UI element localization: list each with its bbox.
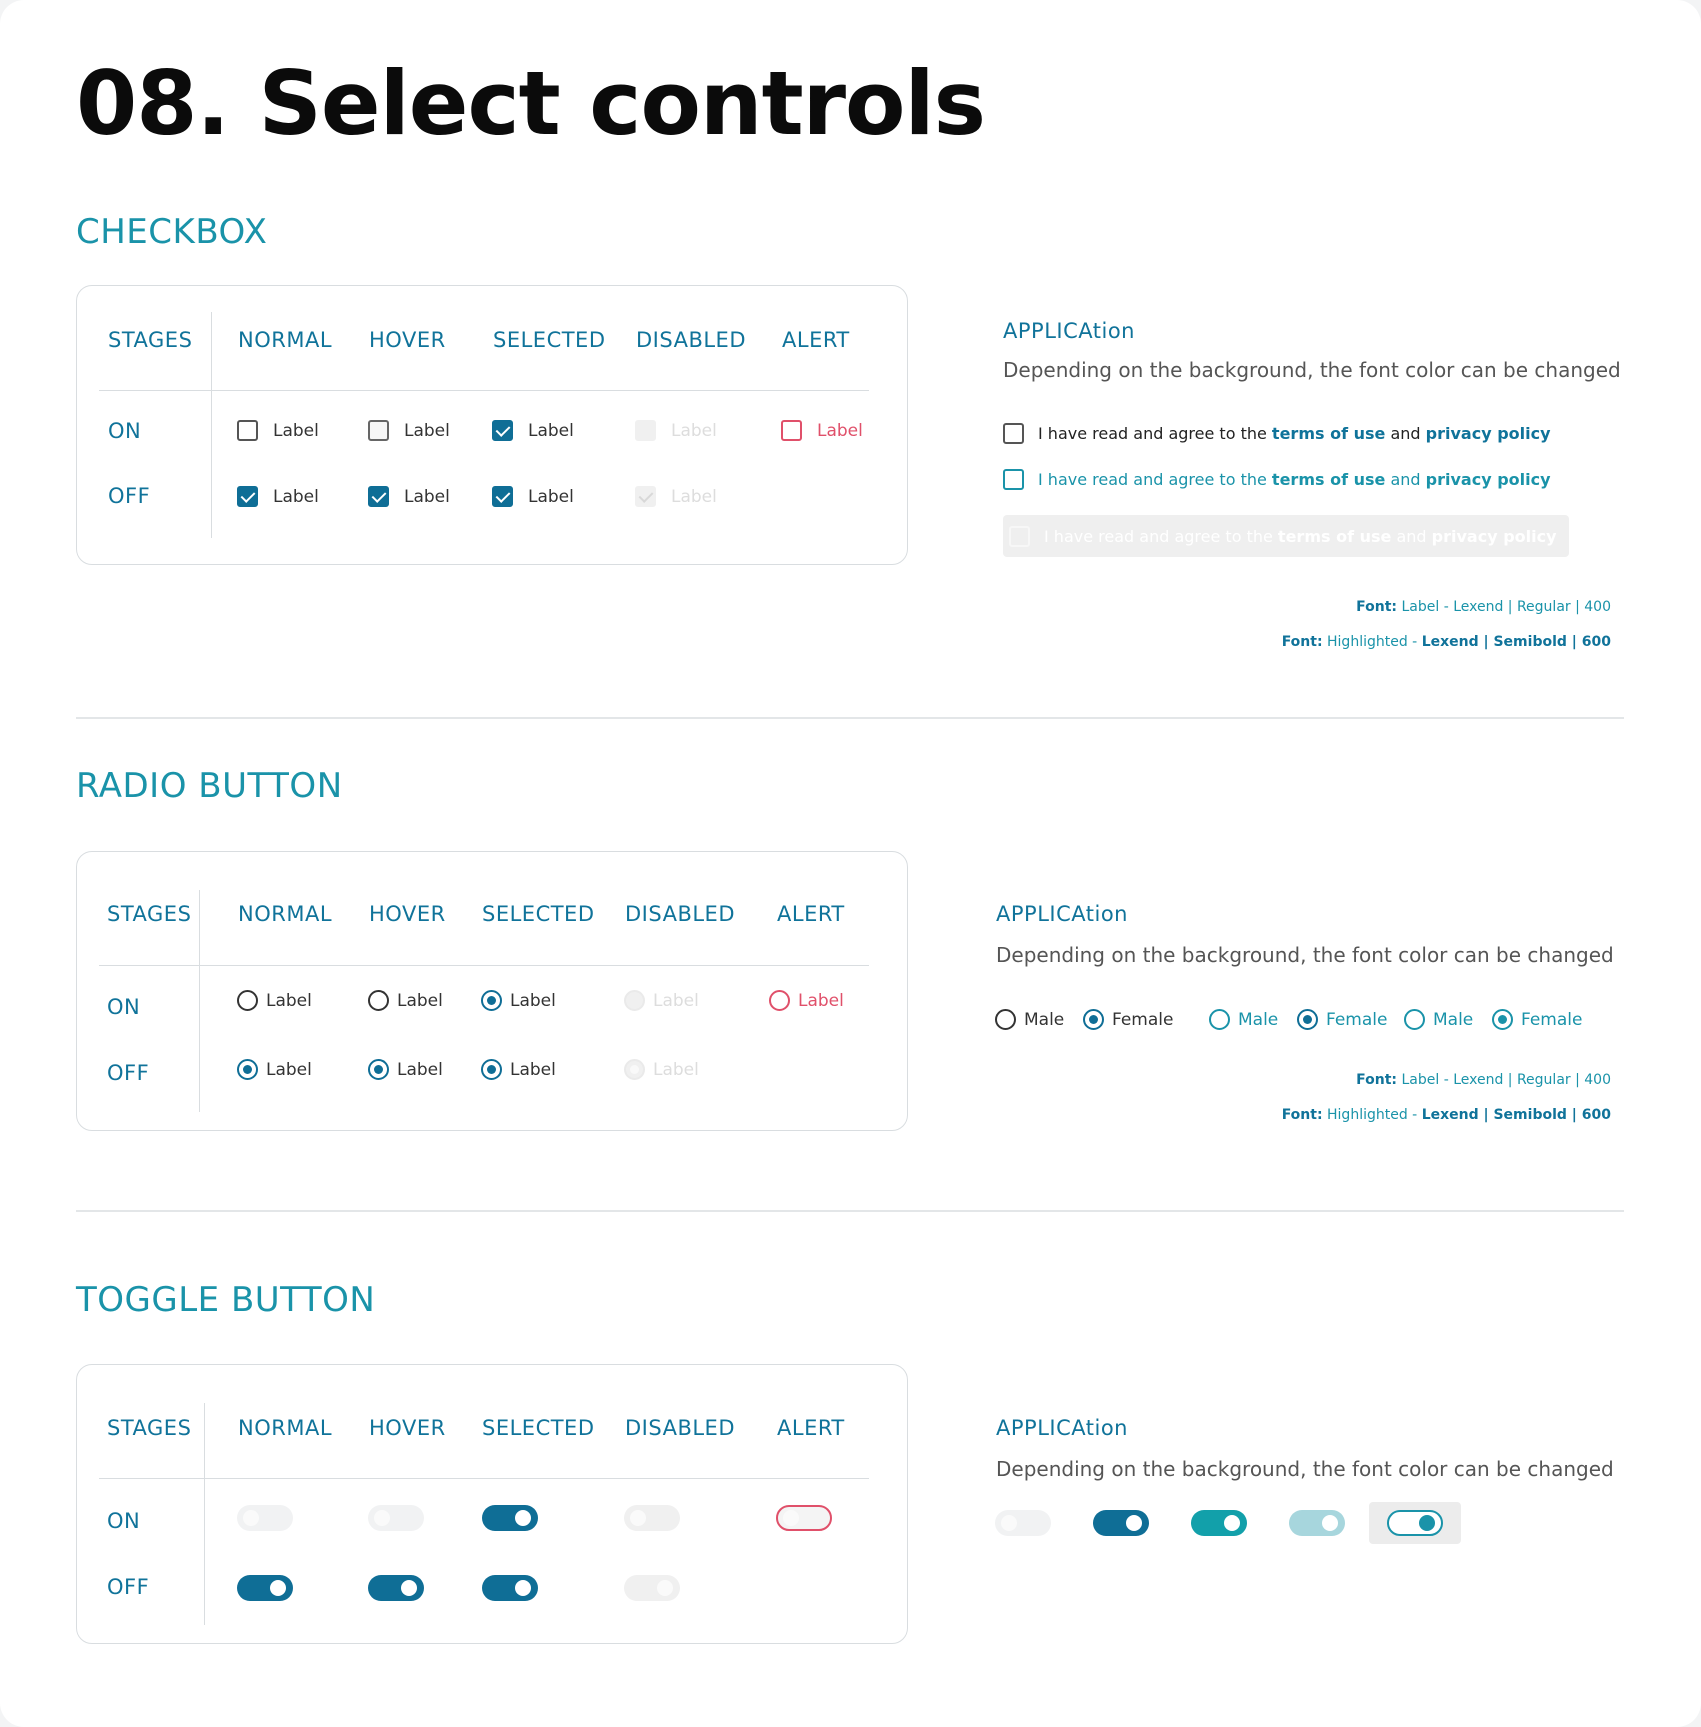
col-header-normal: NORMAL — [238, 328, 333, 352]
radio-circle-selected[interactable] — [481, 990, 502, 1011]
radio-selected-on[interactable] — [481, 990, 556, 1011]
checkbox-label: Label — [273, 420, 319, 441]
radio-hover-off[interactable] — [368, 1059, 443, 1080]
font-note-label: Font: Label - Lexend | Regular | 400 — [1356, 599, 1611, 615]
checkbox-section-title: CHECKBOX — [76, 212, 268, 252]
col-header-hover: HOVER — [369, 328, 446, 352]
checkbox-label: Label — [273, 486, 319, 507]
radio-hover-on[interactable] — [368, 990, 443, 1011]
toggle-app-light[interactable] — [1289, 1510, 1345, 1536]
font-note-label: Font: Label - Lexend | Regular | 400 — [1356, 1072, 1611, 1088]
checkbox-label: Label — [404, 420, 450, 441]
section-divider — [76, 1210, 1624, 1212]
radio-selected-off[interactable] — [481, 1059, 556, 1080]
agree-text: I have read and agree to the terms of use and privacy policy — [1038, 424, 1551, 443]
radio-app-male-default[interactable]: Male — [995, 1009, 1064, 1030]
radio-label: Label — [653, 990, 699, 1011]
radio-label: Label — [266, 1059, 312, 1080]
terms-link[interactable]: terms of use — [1271, 424, 1386, 443]
checkbox-disabled-off — [635, 486, 717, 507]
radio-circle-disabled-selected — [624, 1059, 645, 1080]
checkbox-box[interactable] — [368, 420, 389, 441]
radio-app-female-light[interactable]: Female — [1492, 1009, 1582, 1030]
checkbox-label: Label — [528, 486, 574, 507]
checkbox-label: Label — [404, 486, 450, 507]
radio-app-female-default[interactable]: Female — [1083, 1009, 1173, 1030]
row-label-off: OFF — [107, 1061, 150, 1085]
checkbox-box[interactable] — [237, 420, 258, 441]
checkbox-box-checked[interactable] — [492, 420, 513, 441]
col-header-selected: SELECTED — [482, 902, 595, 926]
radio-normal-on[interactable] — [237, 990, 312, 1011]
col-header-hover: HOVER — [369, 902, 446, 926]
col-header-disabled: DISABLED — [636, 328, 746, 352]
radio-normal-off[interactable] — [237, 1059, 312, 1080]
header-divider — [99, 390, 869, 391]
col-header-stages: STAGES — [107, 1416, 192, 1440]
stages-divider — [204, 1403, 205, 1625]
row-label-on: ON — [107, 995, 141, 1019]
toggle-stage-card — [76, 1364, 908, 1644]
col-header-alert: ALERT — [782, 328, 850, 352]
checkbox-label: Label — [817, 420, 863, 441]
toggle-alert-on[interactable] — [776, 1505, 832, 1531]
radio-stage-card — [76, 851, 908, 1131]
toggle-normal-off[interactable] — [237, 1575, 293, 1601]
toggle-disabled-on — [624, 1505, 680, 1531]
section-divider — [76, 717, 1624, 719]
agree-checkbox-disabled — [1003, 515, 1569, 557]
stages-divider — [199, 890, 200, 1112]
toggle-app-outline[interactable] — [1387, 1510, 1443, 1536]
radio-circle-selected[interactable] — [1492, 1009, 1513, 1030]
toggle-application-description: Depending on the background, the font color can be changed — [996, 1457, 1614, 1481]
toggle-application-heading: APPLICAtion — [996, 1416, 1128, 1440]
checkbox-stage-card — [76, 285, 908, 565]
checkbox-box[interactable] — [1003, 469, 1024, 490]
checkbox-box[interactable] — [1003, 423, 1024, 444]
row-label-on: ON — [107, 1509, 141, 1533]
radio-circle-selected[interactable] — [237, 1059, 258, 1080]
checkbox-box-checked[interactable] — [492, 486, 513, 507]
checkbox-alert-on[interactable] — [781, 420, 863, 441]
radio-label: Label — [798, 990, 844, 1011]
checkbox-label: Label — [671, 486, 717, 507]
checkbox-application-description: Depending on the background, the font color can be changed — [1003, 358, 1621, 382]
col-header-alert: ALERT — [777, 902, 845, 926]
radio-label: Label — [653, 1059, 699, 1080]
terms-link[interactable]: terms of use — [1271, 470, 1386, 489]
toggle-app-primary[interactable] — [1093, 1510, 1149, 1536]
checkbox-box-disabled — [635, 420, 656, 441]
radio-circle-selected[interactable] — [1297, 1009, 1318, 1030]
radio-circle-selected[interactable] — [481, 1059, 502, 1080]
toggle-hover-on[interactable] — [368, 1505, 424, 1531]
toggle-app-off[interactable] — [995, 1510, 1051, 1536]
radio-circle[interactable] — [995, 1009, 1016, 1030]
radio-circle[interactable] — [237, 990, 258, 1011]
radio-disabled-on — [624, 990, 699, 1011]
radio-app-female-teal[interactable]: Female — [1297, 1009, 1387, 1030]
col-header-normal: NORMAL — [238, 1416, 333, 1440]
toggle-app-teal[interactable] — [1191, 1510, 1247, 1536]
radio-circle[interactable] — [1209, 1009, 1230, 1030]
checkbox-box-disabled — [1009, 526, 1030, 547]
radio-label: Label — [510, 1059, 556, 1080]
toggle-hover-off[interactable] — [368, 1575, 424, 1601]
radio-circle-disabled — [624, 990, 645, 1011]
radio-alert-on[interactable] — [769, 990, 844, 1011]
toggle-disabled-off — [624, 1575, 680, 1601]
toggle-selected-on[interactable] — [482, 1505, 538, 1531]
agree-checkbox-teal[interactable] — [1003, 469, 1551, 490]
checkbox-box-alert[interactable] — [781, 420, 802, 441]
header-divider — [99, 965, 869, 966]
checkbox-disabled-on — [635, 420, 717, 441]
row-label-off: OFF — [108, 484, 151, 508]
radio-section-title: RADIO BUTTON — [76, 766, 343, 806]
col-header-disabled: DISABLED — [625, 902, 735, 926]
col-header-alert: ALERT — [777, 1416, 845, 1440]
checkbox-hover-on[interactable] — [368, 420, 450, 441]
radio-label: Label — [510, 990, 556, 1011]
checkbox-box-checked[interactable] — [368, 486, 389, 507]
toggle-section-title: TOGGLE BUTTON — [76, 1280, 376, 1320]
checkbox-application-heading: APPLICAtion — [1003, 319, 1135, 343]
agree-checkbox-default[interactable] — [1003, 423, 1551, 444]
col-header-stages: STAGES — [108, 328, 193, 352]
checkbox-box-disabled-checked — [635, 486, 656, 507]
checkbox-normal-on[interactable] — [237, 420, 319, 441]
checkbox-normal-off[interactable] — [237, 486, 319, 507]
radio-app-male-teal[interactable]: Male — [1209, 1009, 1278, 1030]
radio-application-description: Depending on the background, the font color can be changed — [996, 943, 1614, 967]
radio-circle[interactable] — [368, 990, 389, 1011]
radio-circle-selected[interactable] — [1083, 1009, 1104, 1030]
col-header-selected: SELECTED — [493, 328, 606, 352]
col-header-stages: STAGES — [107, 902, 192, 926]
col-header-hover: HOVER — [369, 1416, 446, 1440]
font-note-highlighted: Font: Highlighted - Lexend | Semibold | 600 — [1281, 1107, 1611, 1123]
agree-text: I have read and agree to the terms of use and privacy policy — [1044, 526, 1557, 546]
stages-divider — [211, 312, 212, 538]
checkbox-selected-off[interactable] — [492, 486, 574, 507]
radio-application-heading: APPLICAtion — [996, 902, 1128, 926]
col-header-selected: SELECTED — [482, 1416, 595, 1440]
checkbox-label: Label — [671, 420, 717, 441]
radio-label: Label — [397, 990, 443, 1011]
radio-label: Label — [266, 990, 312, 1011]
radio-circle-alert[interactable] — [769, 990, 790, 1011]
radio-app-male-light[interactable]: Male — [1404, 1009, 1473, 1030]
header-divider — [99, 1478, 869, 1479]
radio-circle-selected[interactable] — [368, 1059, 389, 1080]
radio-disabled-off — [624, 1059, 699, 1080]
row-label-on: ON — [108, 419, 142, 443]
row-label-off: OFF — [107, 1575, 150, 1599]
col-header-normal: NORMAL — [238, 902, 333, 926]
radio-circle[interactable] — [1404, 1009, 1425, 1030]
col-header-disabled: DISABLED — [625, 1416, 735, 1440]
toggle-selected-off[interactable] — [482, 1575, 538, 1601]
radio-label: Label — [397, 1059, 443, 1080]
checkbox-label: Label — [528, 420, 574, 441]
agree-text: I have read and agree to the terms of use and privacy policy — [1038, 470, 1551, 489]
checkbox-box-checked[interactable] — [237, 486, 258, 507]
privacy-link[interactable]: privacy policy — [1425, 424, 1551, 443]
privacy-link[interactable]: privacy policy — [1425, 470, 1551, 489]
page-title: 08. Select controls — [76, 52, 986, 155]
checkbox-selected-on[interactable] — [492, 420, 574, 441]
font-note-highlighted: Font: Highlighted - Lexend | Semibold | 600 — [1281, 634, 1611, 650]
toggle-normal-on[interactable] — [237, 1505, 293, 1531]
checkbox-hover-off[interactable] — [368, 486, 450, 507]
